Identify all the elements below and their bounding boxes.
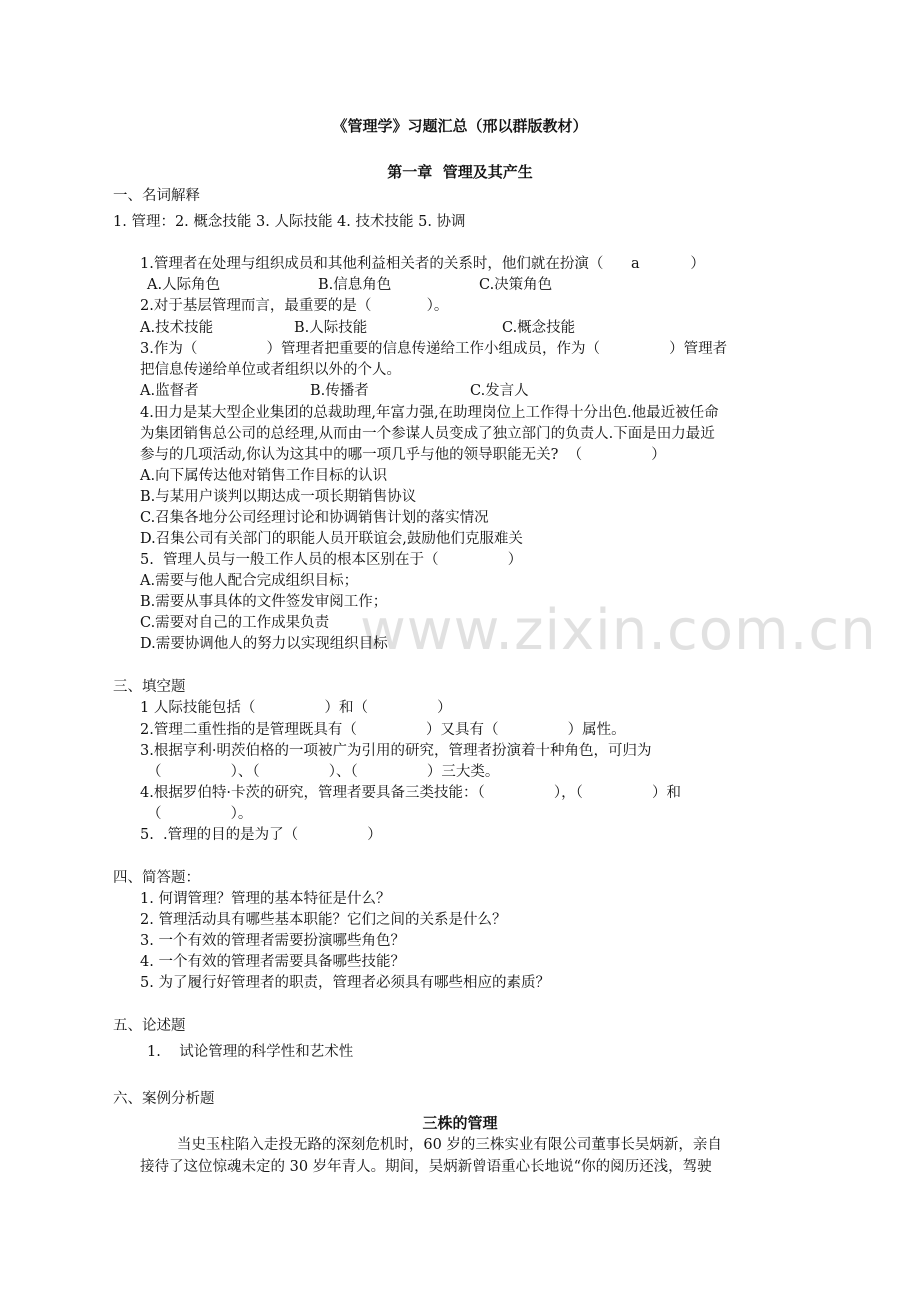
question-4-line3: 参与的几项活动,你认为这其中的哪一项几乎与他的领导职能无关? （ ）	[140, 447, 666, 463]
option-1b: B.信息角色	[318, 277, 392, 293]
section-heading-fill: 三、填空题	[113, 679, 186, 695]
case-title: 三株的管理	[422, 1114, 498, 1132]
section-heading-short: 四、简答题：	[113, 870, 200, 886]
question-3-line1: 3.作为（ ）管理者把重要的信息传递给工作小组成员，作为（ ）管理者	[140, 341, 728, 357]
case-paragraph-line2: 接待了这位惊魂未定的 30 岁年青人。期间，吴炳新曾语重心长地说“你的阅历还浅，驾驶	[140, 1159, 712, 1175]
option-4d: D.召集公司有关部门的职能人员开联谊会,鼓励他们克服难关	[140, 531, 523, 547]
fill-3-line2: （ ）、（ ）、（ ）三大类。	[147, 764, 500, 780]
question-4-line1: 4.田力是某大型企业集团的总裁助理,年富力强,在助理岗位上工作得十分出色.他最近被任命	[140, 405, 719, 421]
question-1: 1.管理者在处理与组织成员和其他利益相关者的关系时，他们就在扮演（ a ）	[140, 256, 705, 272]
option-5c: C.需要对自己的工作成果负责	[140, 615, 330, 631]
case-paragraph-line1: 当史玉柱陷入走投无路的深刻危机时，60 岁的三株实业有限公司董事长吴炳新，亲自	[140, 1137, 722, 1153]
fill-5: 5. .管理的目的是为了（ ）	[140, 827, 382, 843]
section-heading-terms: 一、名词解释	[113, 188, 200, 204]
option-4c: C.召集各地分公司经理讨论和协调销售计划的落实情况	[140, 510, 489, 526]
question-5: 5. 管理人员与一般工作人员的根本区别在于（ ）	[140, 552, 523, 568]
option-2a: A.技术技能	[140, 320, 214, 336]
question-4-line2: 为集团销售总公司的总经理,从而由一个参谋人员变成了独立部门的负责人.下面是田力最近	[140, 426, 715, 442]
fill-4-line1: 4.根据罗伯特·卡茨的研究，管理者要具备三类技能：（ ），（ ）和	[140, 785, 681, 801]
option-4a: A.向下属传达他对销售工作目标的认识	[140, 468, 388, 484]
document-title: 《管理学》习题汇总（邢以群版教材）	[332, 117, 588, 135]
short-5: 5. 为了履行好管理者的职责，管理者必须具有哪些相应的素质？	[140, 975, 550, 991]
option-1c: C.决策角色	[479, 277, 553, 293]
terms-list: 1. 管理：2. 概念技能 3. 人际技能 4. 技术技能 5. 协调	[113, 214, 466, 230]
section-heading-case: 六、案例分析题	[113, 1091, 215, 1107]
essay-1: 1. 试论管理的科学性和艺术性	[147, 1044, 354, 1060]
option-3b: B.传播者	[310, 383, 369, 399]
option-2c: C.概念技能	[502, 320, 576, 336]
short-1: 1. 何谓管理？管理的基本特征是什么？	[140, 891, 391, 907]
option-5a: A.需要与他人配合完成组织目标；	[140, 573, 359, 589]
watermark: www.zixin.com.cn	[360, 598, 877, 663]
option-5d: D.需要协调他人的努力以实现组织目标	[140, 636, 388, 652]
fill-2: 2.管理二重性指的是管理既具有（ ）又具有（ ）属性。	[140, 722, 626, 738]
option-4b: B.与某用户谈判以期达成一项长期销售协议	[140, 489, 417, 505]
short-3: 3. 一个有效的管理者需要扮演哪些角色？	[140, 933, 405, 949]
option-3c: C.发言人	[470, 383, 529, 399]
section-heading-essay: 五、论述题	[113, 1018, 186, 1034]
fill-4-line2: （ ）。	[147, 806, 253, 822]
option-3a: A.监督者	[140, 383, 199, 399]
short-2: 2. 管理活动具有哪些基本职能？它们之间的关系是什么？	[140, 912, 507, 928]
fill-1: 1 人际技能包括（ ）和（ ）	[140, 700, 452, 716]
fill-3-line1: 3.根据亨利·明茨伯格的一项被广为引用的研究，管理者扮演着十种角色，可归为	[140, 743, 652, 759]
chapter-heading: 第一章 管理及其产生	[387, 163, 533, 181]
option-1a: A.人际角色	[147, 277, 221, 293]
short-4: 4. 一个有效的管理者需要具备哪些技能？	[140, 954, 405, 970]
option-5b: B.需要从事具体的文件签发审阅工作；	[140, 594, 388, 610]
question-3-line2: 把信息传递给单位或者组织以外的个人。	[140, 362, 401, 378]
option-2b: B.人际技能	[294, 320, 368, 336]
question-2: 2.对于基层管理而言，最重要的是（ ）。	[140, 298, 449, 314]
